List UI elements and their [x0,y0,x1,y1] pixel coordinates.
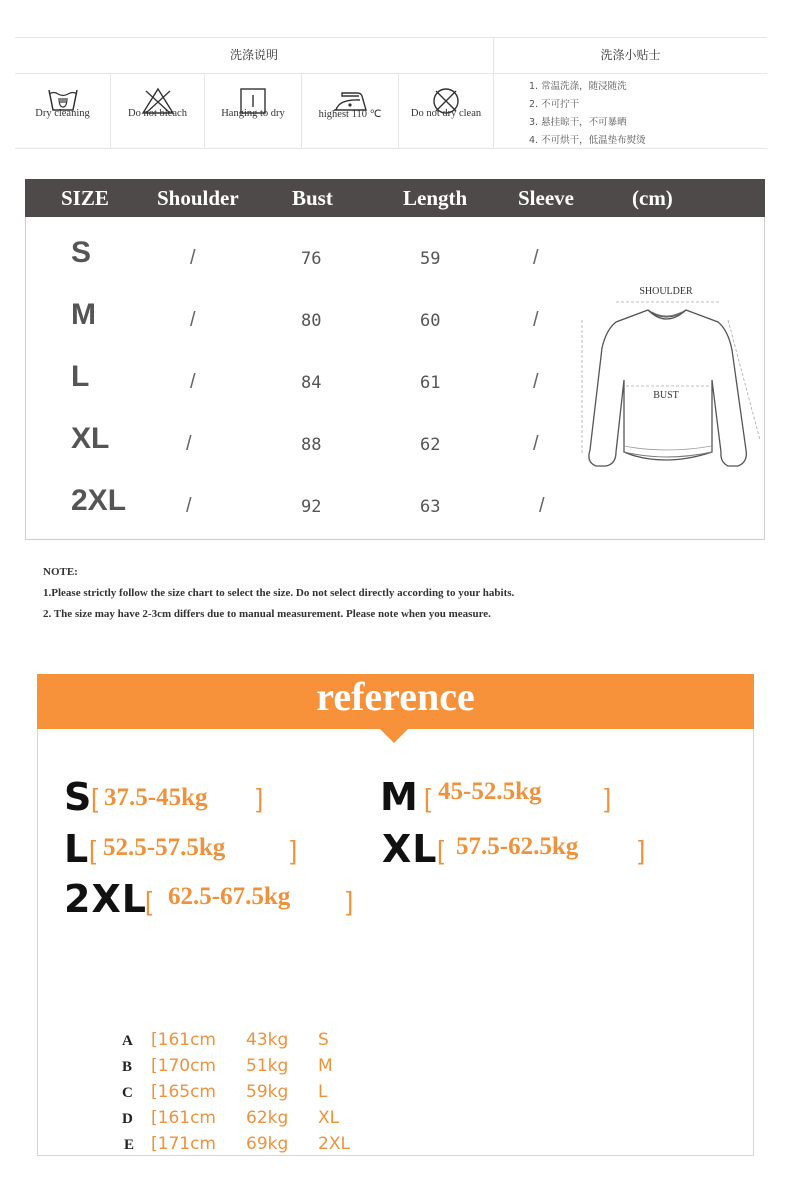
example-height: [170cm [151,1056,216,1076]
size-label: L [71,360,90,393]
sleeve-value: / [533,309,539,331]
bracket-close: ] [290,835,298,865]
example-weight: 62kg [246,1108,289,1128]
notes-line: 1.Please strictly follow the size chart to select the size. Do not select directly according to your habits. [43,587,515,599]
notes-line: 2. The size may have 2-3cm differs due to manual measurement. Please note when you measure. [43,608,491,620]
ref-size-label: L [64,827,90,871]
ref-weight-range: 62.5-67.5kg [168,883,291,910]
example-letter: B [122,1059,133,1075]
example-size: L [318,1082,328,1102]
bracket-close: ] [604,783,612,813]
bust-value: 84 [301,373,322,393]
size-label: M [71,298,96,331]
example-size: XL [318,1108,340,1128]
example-height: [161cm [151,1030,216,1050]
care-header-right: 洗涤小贴士 [600,48,661,62]
length-value: 59 [420,249,441,269]
care-item-iron [302,74,398,149]
care-label: highest 110 ℃ [318,109,382,120]
care-tips [529,78,646,150]
ref-weight-range: 52.5-57.5kg [103,834,226,861]
shoulder-value: / [186,433,192,455]
size-label: XL [71,422,110,455]
bracket-open: [ [91,783,99,813]
bracket-close: ] [256,783,264,813]
sweater-diagram-icon [578,280,768,475]
care-label: Do not bleach [128,108,187,119]
care-label: Dry cleaning [35,108,90,119]
care-tip: 4. 不可烘干，低温垫布熨烫 [529,135,646,146]
care-item-no-bleach [111,74,204,149]
header-length: Length [403,186,468,210]
reference-title: reference [316,674,475,719]
care-header-left: 洗涤说明 [229,48,278,62]
shoulder-value: / [186,495,192,517]
ref-weight-range: 37.5-45kg [104,784,208,811]
care-instructions [15,37,767,149]
reference-banner [37,674,754,729]
example-weight: 59kg [246,1082,289,1102]
header-unit: (cm) [632,186,673,210]
length-value: 62 [420,435,441,455]
example-letter: E [124,1137,135,1153]
bracket-open: [ [424,783,432,813]
shoulder-value: / [190,309,196,331]
care-label: Hanging to dry [221,108,285,119]
header-shoulder: Shoulder [157,186,239,210]
ref-size-label: 2XL [64,877,147,921]
size-label: 2XL [71,484,127,517]
bust-value: 80 [301,311,322,331]
bracket-close: ] [638,835,646,865]
sleeve-value: / [533,247,539,269]
example-letter: C [122,1085,133,1101]
notes-title: NOTE: [43,566,78,578]
care-item-no-dry-clean [399,74,493,149]
example-size: M [318,1056,333,1076]
example-weight: 51kg [246,1056,289,1076]
bust-diagram-label: BUST [653,390,679,401]
care-item-dry-cleaning [15,74,110,149]
bust-value: 92 [301,497,322,517]
bracket-open: [ [89,835,97,865]
example-weight: 43kg [246,1030,289,1050]
example-weight: 69kg [246,1134,289,1154]
header-size: SIZE [61,186,109,210]
size-label: S [71,236,92,269]
shoulder-value: / [190,371,196,393]
sleeve-value: / [533,371,539,393]
bracket-open: [ [437,835,445,865]
example-height: [171cm [151,1134,216,1154]
example-letter: D [122,1111,133,1127]
example-height: [165cm [151,1082,216,1102]
example-size: S [318,1030,329,1050]
shoulder-diagram-label: SHOULDER [639,286,693,297]
example-size: 2XL [318,1134,350,1154]
care-tip: 2. 不可拧干 [529,99,580,110]
bracket-close: ] [346,886,354,916]
sleeve-value: / [539,495,545,517]
size-chart-header [25,179,765,217]
care-label: Do not dry clean [410,108,482,119]
ref-size-label: S [64,775,93,819]
example-letter: A [122,1033,133,1049]
header-sleeve: Sleeve [518,186,574,210]
ref-size-label: M [380,775,419,819]
notes-section [43,562,514,625]
bracket-open: [ [145,886,153,916]
banner-arrow-icon [380,729,408,743]
ref-weight-range: 45-52.5kg [438,778,542,805]
length-value: 61 [420,373,441,393]
sleeve-value: / [533,433,539,455]
care-item-hang-dry [205,74,301,149]
length-value: 60 [420,311,441,331]
bust-value: 76 [301,249,322,269]
length-value: 63 [420,497,441,517]
care-tip: 3. 悬挂晾干，不可暴晒 [529,117,627,128]
ref-size-label: XL [382,827,438,871]
bust-value: 88 [301,435,322,455]
header-bust: Bust [292,186,333,210]
size-chart [25,179,765,540]
shoulder-value: / [190,247,196,269]
ref-weight-range: 57.5-62.5kg [456,833,579,860]
example-height: [161cm [151,1108,216,1128]
care-tip: 1. 常温洗涤，随浸随洗 [529,81,627,92]
